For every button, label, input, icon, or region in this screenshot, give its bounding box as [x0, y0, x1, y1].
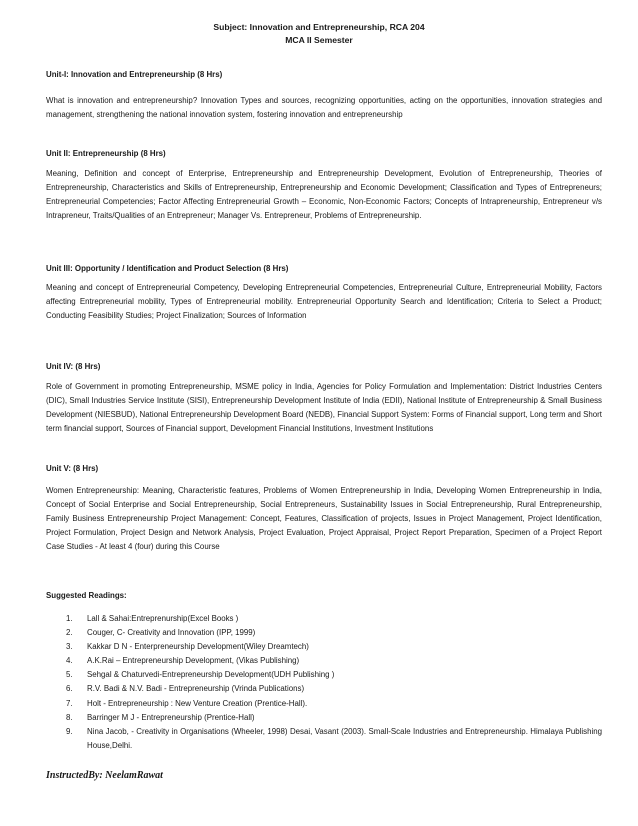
reading-text: Barringer M J - Entrepreneurship (Prentice-Hall)	[87, 712, 255, 722]
list-number: 8.	[66, 712, 73, 722]
unit-3-title: Unit III: Opportunity / Identification and Product Selection (8 Hrs)	[46, 264, 289, 273]
list-number: 2.	[66, 628, 73, 638]
unit-2-title: Unit II: Entrepreneurship (8 Hrs)	[46, 149, 166, 158]
unit-4-title: Unit IV: (8 Hrs)	[46, 362, 101, 371]
list-number: 4.	[66, 656, 73, 666]
list-item	[66, 725, 602, 753]
readings-list	[66, 612, 602, 753]
list-item	[66, 697, 602, 711]
reading-text: R.V. Badi & N.V. Badi - Entrepreneurship (Vrinda Publications)	[87, 684, 305, 694]
reading-text: Lall & Sahai:Entreprenurship(Excel Books )	[87, 614, 239, 623]
semester-heading: MCA II Semester	[285, 35, 353, 45]
reading-text: A.K.Rai – Entrepreneurship Development, (Vikas Publishing)	[87, 656, 300, 666]
list-item	[66, 682, 602, 696]
list-number: 6.	[66, 684, 73, 694]
unit-1-title: Unit-I: Innovation and Entrepreneurship (8 Hrs)	[46, 70, 223, 79]
instructor-signature: InstructedBy: NeelamRawat	[46, 770, 163, 781]
reading-text: Nina Jacob, - Creativity in Organisations (Wheeler, 1998) Desai, Vasant (2003). Small-Scale Industries and Entrepreneurship. Himalaya Publishing House,Delhi.	[87, 726, 602, 750]
list-item	[66, 654, 602, 668]
list-item	[66, 668, 602, 682]
list-number: 7.	[66, 698, 73, 708]
unit-5-text: Women Entrepreneurship: Meaning, Characteristic features, Problems of Women Entrepreneurship in India, Developing Women Entrepreneurship in India, Concept of Social Enterprise and Social Entrepreneurship, Social Entrepreneurs, Sustainability Issues in Social Entrepreneurship, Rural Entrepreneurship, Family Business Entrepreneurship Project Management: Concept, Features, Classification of projects, Issues in Project Management, Project Identification, Project Formulation, Project Design and Network Analysis, Project Evaluation, Project Appraisal, Project Report Preparation, Specimen of a Project Report Case Studies - At least 4 (four) during this Course	[46, 486, 602, 552]
reading-text: Couger, C- Creativity and Innovation (IPP, 1999)	[87, 628, 256, 638]
subject-heading: Subject: Innovation and Entrepreneurship, RCA 204	[213, 22, 425, 32]
list-item	[66, 626, 602, 640]
readings-title: Suggested Readings:	[46, 591, 127, 600]
reading-text: Sehgal & Chaturvedi-Entrepreneurship Development(UDH Publishing )	[87, 670, 335, 680]
list-number: 9.	[66, 726, 73, 736]
unit-1-text: What is innovation and entrepreneurship? Innovation Types and sources, recognizing opportunities, acting on the opportunities, innovation strategies and management, strengthening the national innovation system, fostering innovation and entrepreneurship	[46, 96, 602, 120]
list-number: 1.	[66, 614, 73, 623]
list-item	[66, 612, 602, 626]
reading-text: Holt - Entrepreneurship : New Venture Creation (Prentice-Hall).	[87, 698, 308, 708]
unit-2-text: Meaning, Definition and concept of Enterprise, Entrepreneurship and Entrepreneurship Development, Evolution of Entrepreneurship, Theories of Entrepreneurship, Characteristics and Skills of Entrepreneurship, Entrepreneurship and Economic Development; Classification and Types of Entrepreneurs; Entrepreneurial Competencies; Factor Affecting Entrepreneurial Growth – Economic, Non-Economic Factors; Concepts of Intrapreneurship, Entrepreneur v/s Intrapreneur, Traits/Qualities of an Entrepreneur; Manager Vs. Entrepreneur, Problems of Entrepreneurship.	[46, 169, 602, 221]
unit-5-title: Unit V: (8 Hrs)	[46, 464, 99, 473]
unit-4-text: Role of Government in promoting Entrepreneurship, MSME policy in India, Agencies for Policy Formulation and Implementation: District Industries Centers (DIC), Small Industries Service Institute (SISI), Entrepreneurship Development Institute of India (EDII), National Institute of Entrepreneurship & Small Business Development (NIESBUD), National Entrepreneurship Development Board (NEDB), Financial Support System: Forms of Financial support, Long term and Short term financial support, Sources of Financial support, Development Financial Institutions, Investment Institutions	[46, 382, 602, 434]
reading-text: Kakkar D N - Enterpreneurship Development(Wiley Dreamtech)	[87, 642, 309, 652]
list-number: 5.	[66, 670, 73, 680]
list-item	[66, 640, 602, 654]
list-number: 3.	[66, 642, 73, 652]
list-item	[66, 711, 602, 725]
unit-3-text: Meaning and concept of Entrepreneurial Competency, Developing Entrepreneurial Competencies, Entrepreneurial Culture, Entrepreneurial Mobility, Factors affecting Entrepreneurial mobility, Types of Entrepreneurial mobility. Entrepreneurial Opportunity Search and Identification; Criteria to Select a Product; Conducting Feasibility Studies; Project Finalization; Sources of Information	[46, 283, 602, 321]
